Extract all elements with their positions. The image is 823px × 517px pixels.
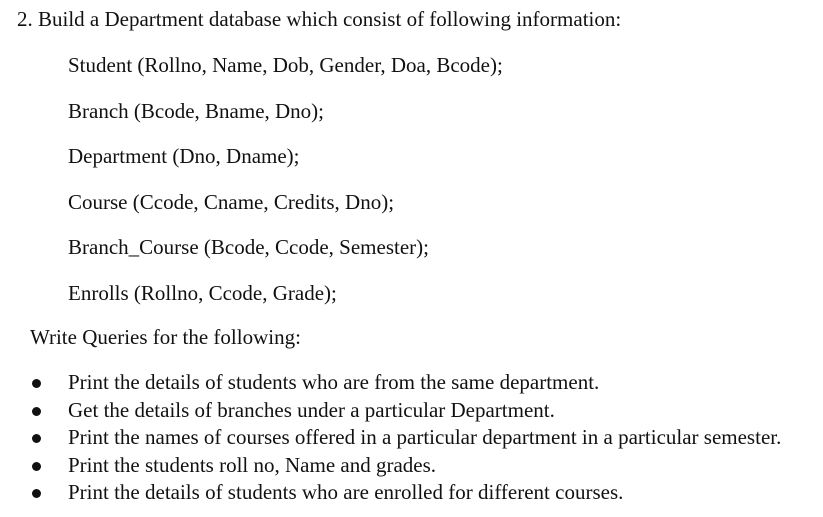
question-heading: 2. Build a Department database which consist of following information: [17,7,622,31]
query-text: Print the names of courses offered in a particular department in a particular semester. [68,425,782,449]
query-text: Print the details of students who are from the same department. [68,370,600,394]
bullet-icon [32,434,41,443]
list-item [0,479,823,507]
list-item [0,452,823,480]
bullet-icon [32,462,41,471]
queries-list [0,369,823,507]
schema-department: Department (Dno, Dname); [68,144,300,168]
schema-enrolls: Enrolls (Rollno, Ccode, Grade); [68,281,337,305]
query-text: Print the students roll no, Name and grades. [68,452,437,477]
list-item [0,424,823,452]
bullet-icon [32,379,41,388]
bullet-icon [32,489,41,498]
bullet-icon [32,407,41,416]
schema-student: Student (Rollno, Name, Dob, Gender, Doa, Bcode); [68,53,503,77]
queries-heading: Write Queries for the following: [30,325,301,349]
query-text: Get the details of branches under a particular Department. [68,397,555,422]
query-text: Print the details of students who are enrolled for different courses. [68,480,624,504]
schema-branch-course: Branch_Course (Bcode, Ccode, Semester); [68,235,429,259]
list-item [0,369,823,397]
list-item [0,397,823,425]
schema-branch: Branch (Bcode, Bname, Dno); [68,99,325,123]
schema-course: Course (Ccode, Cname, Credits, Dno); [68,190,395,214]
